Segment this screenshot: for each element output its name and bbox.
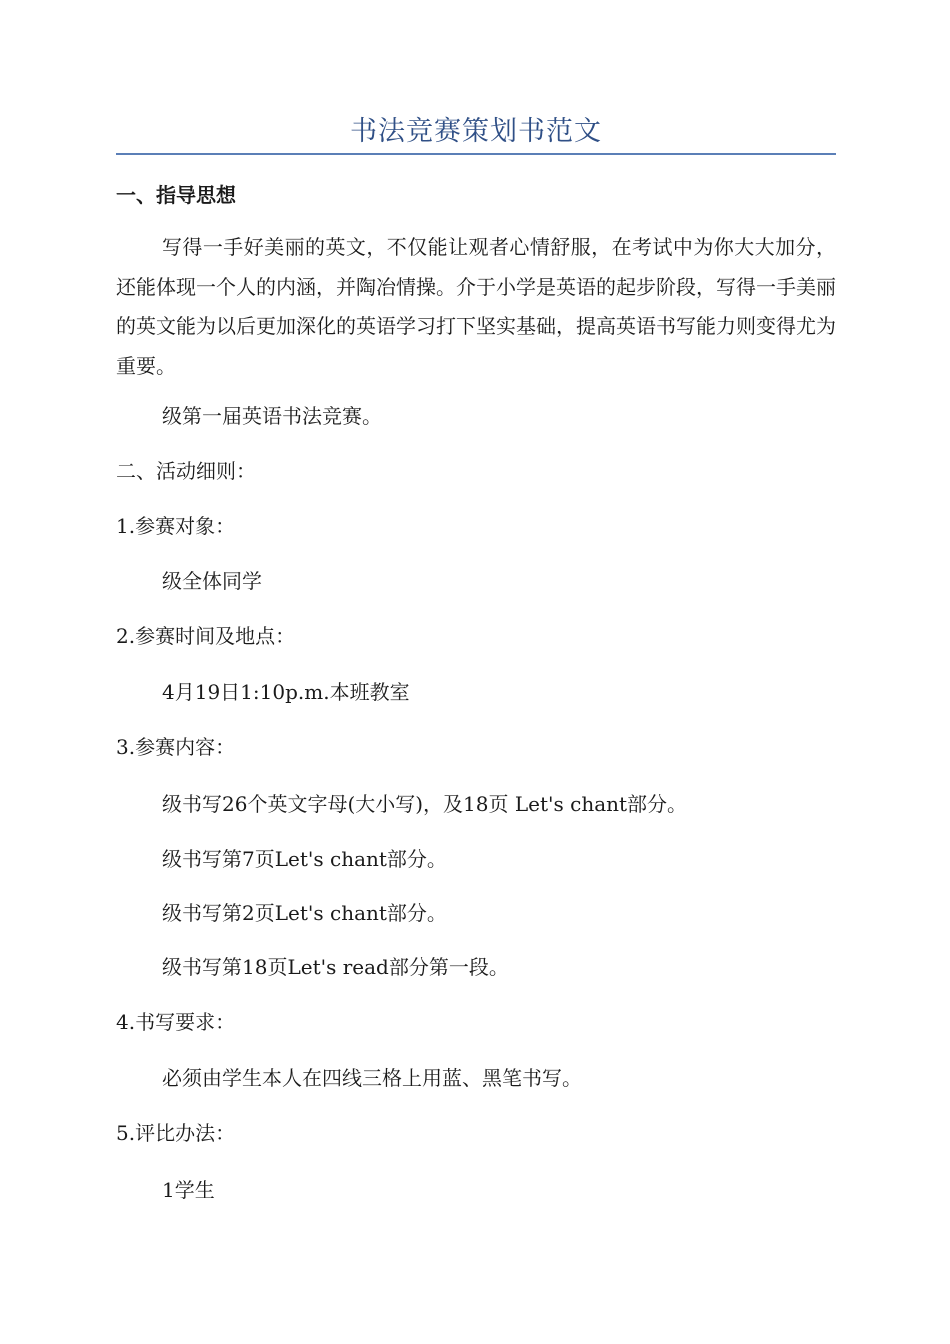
item3-line-4: 级书写第18页Let's read部分第一段。 — [162, 955, 509, 979]
item2-content: 4月19日1:10p.m.本班教室 — [162, 680, 410, 704]
item4-content: 必须由学生本人在四线三格上用蓝、黑笔书写。 — [162, 1066, 582, 1090]
section2-heading: 二、活动细则： — [116, 459, 256, 483]
item1-label — [116, 507, 235, 545]
title-underline — [116, 153, 836, 155]
document-title: 书法竞赛策划书范文 — [350, 116, 602, 147]
item4-label: 4.书写要求： — [116, 1010, 236, 1034]
item3-line-2: 级书写第7页Let's chant部分。 — [162, 847, 447, 871]
item5-content: 1学生 — [162, 1178, 215, 1202]
item1-label-text: 1.参赛对象： — [116, 514, 236, 538]
section1-heading: 一、指导思想 — [116, 183, 236, 207]
item3-label: 3.参赛内容： — [116, 735, 236, 759]
item2-label: 2.参赛时间及地点： — [116, 624, 296, 648]
item3-line-3: 级书写第2页Let's chant部分。 — [162, 901, 447, 925]
section1-line2: 级第一届英语书法竞赛。 — [162, 404, 382, 428]
item1-content: 级全体同学 — [162, 569, 262, 593]
item5-label: 5.评比办法： — [116, 1121, 236, 1145]
section1-paragraph: 写得一手好美丽的英文，不仅能让观者心情舒服，在考试中为你大大加分，还能体现一个人的内涵，并陶冶情操。介于小学是英语的起步阶段，写得一手美丽的英文能为以后更加深化的英语学习打下坚实基础，提高英语书写能力则变得尤为重要。 — [116, 235, 836, 378]
item3-line-1: 级书写26个英文字母(大小写)，及18页 Let's chant部分。 — [162, 792, 688, 816]
